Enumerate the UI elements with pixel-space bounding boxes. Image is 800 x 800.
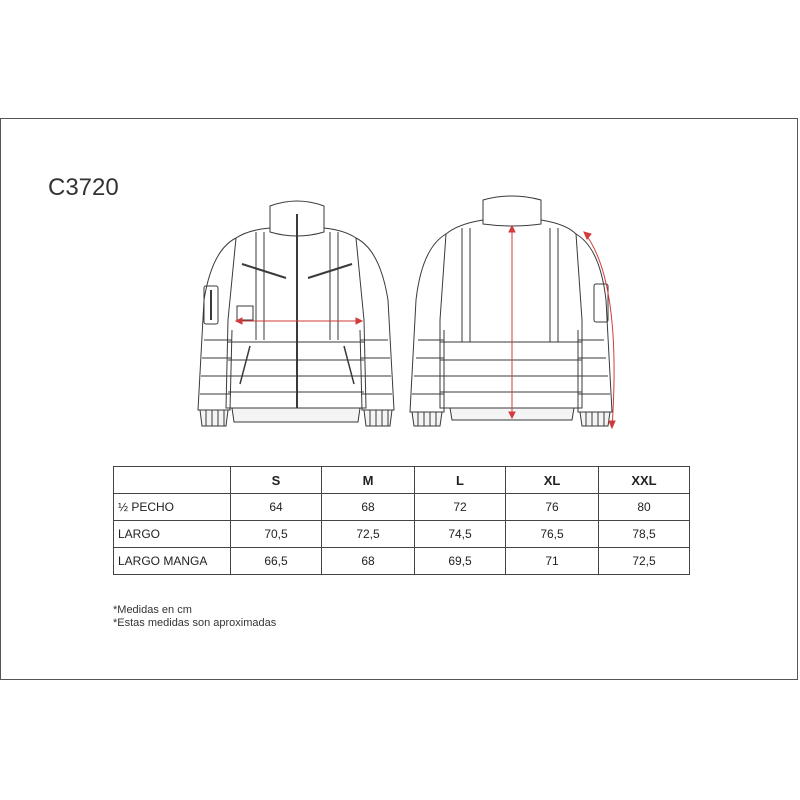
notes [113,604,276,630]
row-label-largo: LARGO [114,521,231,548]
table-cell: 68 [322,548,415,575]
size-table-header-row [114,467,690,494]
table-cell: 80 [599,494,690,521]
header-cell-empty [114,467,231,494]
table-cell: 76,5 [506,521,599,548]
table-row [114,494,690,521]
table-cell: 66,5 [231,548,322,575]
table-cell: 70,5 [231,521,322,548]
header-cell-m: M [322,467,415,494]
note-approximate: *Estas medidas son aproximadas [113,617,277,629]
jacket-back-view [410,196,615,428]
table-cell: 72,5 [599,548,690,575]
table-cell: 78,5 [599,521,690,548]
size-table [113,466,690,575]
row-label-largo-manga: LARGO MANGA [114,548,231,575]
table-cell: 72,5 [322,521,415,548]
header-cell-xxl: XXL [599,467,690,494]
table-cell: 74,5 [415,521,506,548]
table-cell: 72 [415,494,506,521]
table-row [114,521,690,548]
note-units: *Medidas en cm [113,604,192,616]
table-cell: 76 [506,494,599,521]
table-cell: 71 [506,548,599,575]
product-code: C3720 [48,174,119,201]
header-cell-s: S [231,467,322,494]
table-cell: 69,5 [415,548,506,575]
header-cell-xl: XL [506,467,599,494]
table-cell: 68 [322,494,415,521]
jacket-front-view [198,201,394,426]
row-label-pecho: ½ PECHO [114,494,231,521]
table-row [114,548,690,575]
header-cell-l: L [415,467,506,494]
table-cell: 64 [231,494,322,521]
